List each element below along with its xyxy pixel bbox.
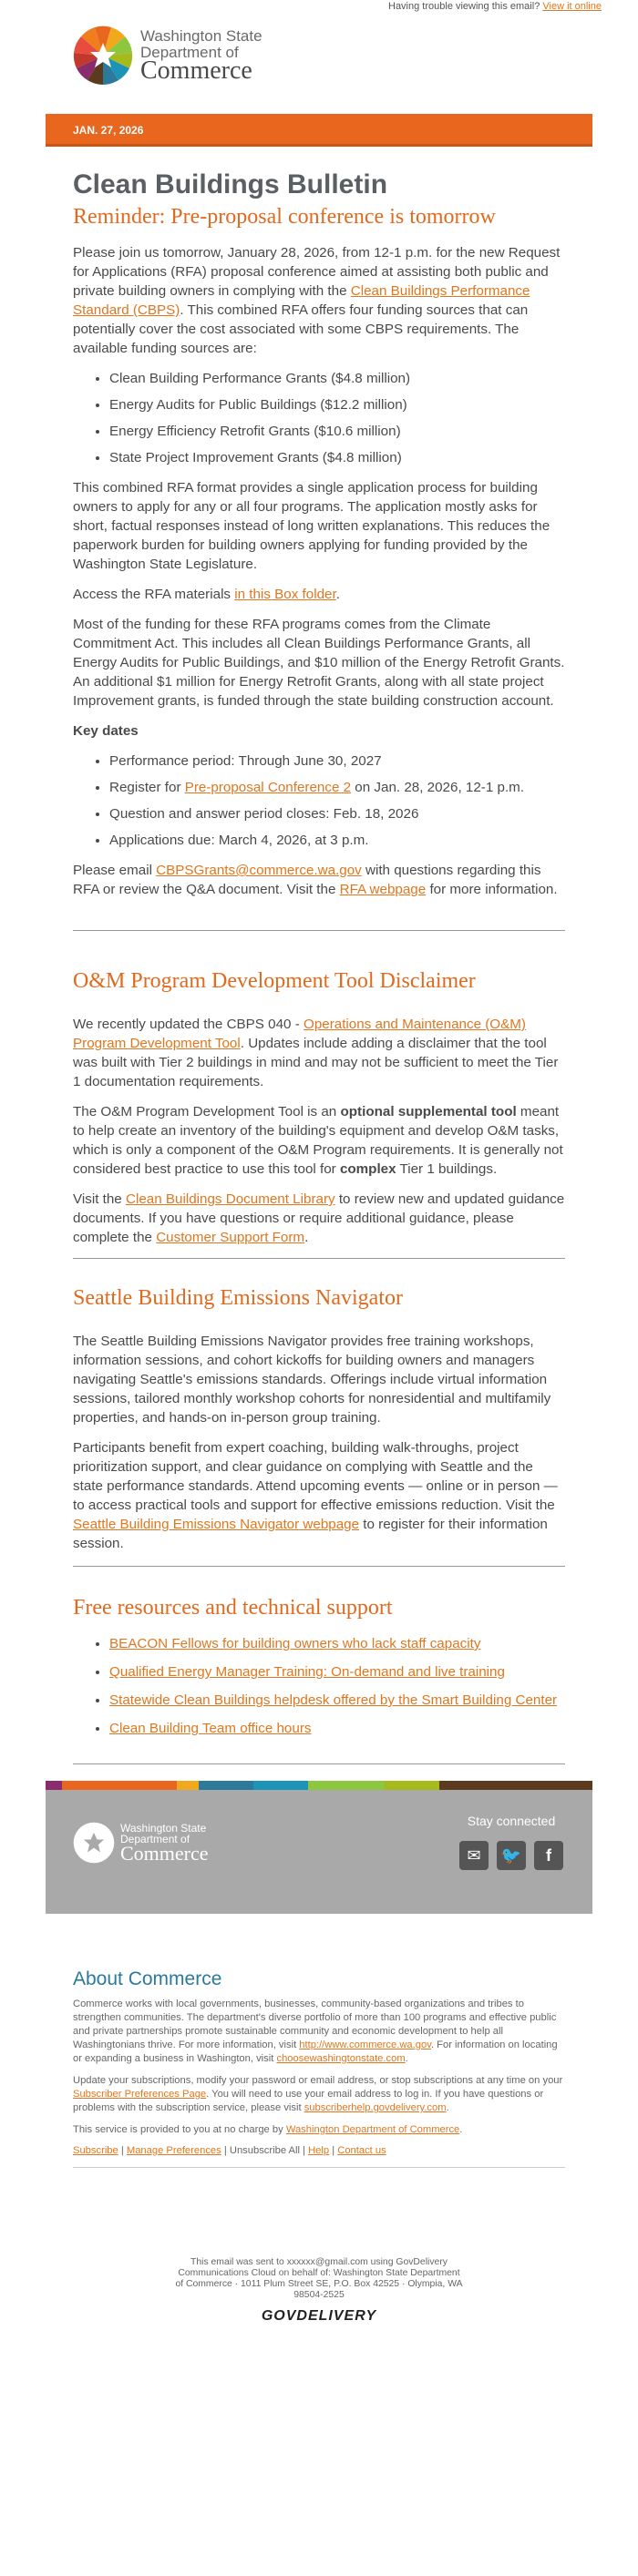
commerce-site-link[interactable]: http://www.commerce.wa.gov <box>299 2039 431 2050</box>
paragraph: Please join us tomorrow, January 28, 2026, from 12-1 p.m. for the new Request for Applications (RFA) proposal conference aimed at assisting both public and private building owners in complying with the Clean Buildings Performance Standard (CBPS). This combined RFA offers four funding sources that can potentially cover the cost associated with some CBPS requirements. The available funding sources are: <box>73 245 561 356</box>
support-form-link[interactable]: Customer Support Form <box>156 1230 305 1245</box>
unsubscribe-all-text[interactable]: Unsubscribe All <box>229 2145 300 2156</box>
paragraph: Update your subscriptions, modify your password or email address, or stop subscriptions at any time on your Subscriber Preferences Page. You will need to use your email address to log in. If you have questions or problems with the subscription service, please visit subscriberhelp.govdelivery.com. <box>73 2075 563 2113</box>
rfa-webpage-link[interactable]: RFA webpage <box>339 882 427 897</box>
star-wheel-icon <box>73 1822 115 1864</box>
list-item <box>109 1634 565 1653</box>
about-section <box>46 1914 592 2168</box>
top-bar <box>0 0 638 26</box>
issue-date: JAN. 27, 2026 <box>73 124 144 137</box>
govdelivery-notice: This email was sent to xxxxxx@gmail.com using GovDelivery Communications Cloud on behalf of: Washington State Department of Commerce · 1011 Plum Street SE, P.O. Box 42525 · Olympia, WA 98504-2525 <box>175 2257 463 2300</box>
footer-logo-line1: Washington State <box>120 1821 207 1835</box>
logo-line2: Department of <box>140 43 239 61</box>
paragraph: This service is provided to you at no charge by Washington Department of Commerce. <box>73 2124 463 2135</box>
paragraph: Access the RFA materials in this Box folder. <box>73 587 340 602</box>
paragraph: Visit the Clean Buildings Document Library to review new and updated guidance documents. If you have questions or require additional guidance, please complete the Customer Support Form. <box>73 1191 565 1245</box>
list-item: • Energy Efficiency Retrofit Grants ($10.6 million) <box>109 422 565 441</box>
color-strip-segment <box>253 1781 308 1790</box>
navigator-webpage-link[interactable]: Seattle Building Emissions Navigator webpage <box>73 1517 360 1532</box>
contact-us-link[interactable]: Contact us <box>337 2145 386 2156</box>
pre-proposal-link[interactable]: Pre-proposal Conference 2 <box>184 780 352 795</box>
beacon-link[interactable]: BEACON Fellows for building owners who lack staff capacity <box>109 1636 481 1651</box>
color-strip-segment <box>46 1781 62 1790</box>
divider <box>73 1763 565 1764</box>
list-item <box>109 1691 565 1710</box>
list-item: • Register for Pre-proposal Conference 2 on Jan. 28, 2026, 12-1 p.m. <box>109 778 565 797</box>
trouble-text: Having trouble viewing this email? <box>388 1 540 12</box>
list-item: • State Project Improvement Grants ($4.8 million) <box>109 448 565 467</box>
box-folder-link[interactable]: in this Box folder <box>234 587 336 602</box>
stay-connected-label: Stay connected <box>467 1814 556 1828</box>
paragraph: The Seattle Building Emissions Navigator provides free training workshops, information sessions, and cohort kickoffs for building owners and managers navigating Seattle's emissions standards. Offerings include virtual information sessions, tailored monthly workshop cohorts for nonresidential and multifamily properties, and hands-on in-person group training. <box>73 1334 551 1426</box>
office-hours-link[interactable]: Clean Building Team office hours <box>109 1721 312 1736</box>
paragraph: The O&M Program Development Tool is an optional supplemental tool meant to help create an inventory of the building's equipment and develop O&M tasks, which is only a component of the O&M Program requirements. It is generally not considered best practice to use this tool for complex Tier 1 buildings. <box>73 1104 563 1177</box>
bulletin-title: Clean Buildings Bulletin <box>73 169 388 199</box>
om-tool-link[interactable]: Operations and Maintenance (O&M) Program Development Tool <box>73 1017 526 1051</box>
footer-logo-line3: Commerce <box>120 1841 209 1865</box>
funding-list <box>73 369 565 467</box>
cbps-link[interactable]: Clean Buildings Performance Standard (CBPS) <box>73 283 530 318</box>
section-heading-seattle: Seattle Building Emissions Navigator <box>73 1286 403 1310</box>
star-wheel-icon <box>73 26 133 86</box>
color-strip-segment <box>62 1781 122 1790</box>
help-link[interactable]: Help <box>308 2145 330 2156</box>
divider <box>73 1258 565 1259</box>
stay-connected <box>459 1814 563 1870</box>
paragraph: This combined RFA format provides a single application process for building owners to apply for any or all four programs. The application mostly asks for short, factual responses instead of long written explanations. This reduces the paperwork burden for building owners applying for funding provided by the Washington State Legislature. <box>73 480 551 572</box>
footer-logo-line2: Department of <box>120 1832 190 1845</box>
footer-logo[interactable] <box>73 1822 209 1864</box>
email-link[interactable]: CBPSGrants@commerce.wa.gov <box>156 863 362 878</box>
twitter-icon[interactable]: 🐦 <box>497 1841 526 1870</box>
main-content <box>46 169 592 1764</box>
manage-preferences-link[interactable]: Manage Preferences <box>126 2145 221 2156</box>
paragraph: Participants benefit from expert coaching, building walk-throughs, project prioritization support, and clear guidance on complying with Seattle and the state performance standards. Attend upcoming events — online or in person — to access practical tools and support for effective emissions reduction. Visit the Seattle Building Emissions Navigator webpage to register for their information session. <box>73 1440 558 1551</box>
color-strip <box>46 1781 592 1790</box>
logo-line1: Washington State <box>140 26 262 45</box>
social-icons <box>459 1841 563 1870</box>
subscriber-help-link[interactable]: subscriberhelp.govdelivery.com <box>304 2102 447 2113</box>
document-library-link[interactable]: Clean Buildings Document Library <box>125 1191 335 1207</box>
qem-training-link[interactable]: Qualified Energy Manager Training: On-demand and live training <box>109 1664 505 1680</box>
paragraph: Please email CBPSGrants@commerce.wa.gov with questions regarding this RFA or review the Q&A document. Visit the RFA webpage for more information. <box>73 863 558 897</box>
view-online-link[interactable]: View it online <box>542 1 602 12</box>
header <box>46 26 592 106</box>
section-heading-reminder: Reminder: Pre-proposal conference is tomorrow <box>73 205 496 229</box>
list-item: • Energy Audits for Public Buildings ($12.2 million) <box>109 395 565 414</box>
list-item: • Performance period: Through June 30, 2027 <box>109 751 565 771</box>
list-item: • Applications due: March 4, 2026, at 3 p.m. <box>109 831 565 850</box>
about-heading: About Commerce <box>73 1968 222 1989</box>
footer-links: Subscribe | Manage Preferences | Unsubscribe All | Help | Contact us <box>73 2145 386 2156</box>
footer-band <box>46 1781 592 1914</box>
helpdesk-link[interactable]: Statewide Clean Buildings helpdesk offered by the Smart Building Center <box>109 1692 558 1708</box>
subscriber-preferences-link[interactable]: Subscriber Preferences Page <box>73 2089 207 2100</box>
section-heading-resources: Free resources and technical support <box>73 1596 393 1620</box>
commerce-dept-link[interactable]: Washington Department of Commerce <box>285 2124 460 2135</box>
choose-washington-link[interactable]: choosewashingtonstate.com <box>276 2053 406 2064</box>
divider <box>73 1566 565 1567</box>
email-body <box>46 26 592 2325</box>
commerce-logo[interactable] <box>73 26 262 86</box>
paragraph: We recently updated the CBPS 040 - Operations and Maintenance (O&M) Program Development Tool. Updates include adding a disclaimer that the tool was built with Tier 2 buildings in mind and may not be sufficient to meet the Tier 1 documentation requirements. <box>73 1017 559 1089</box>
date-banner <box>46 114 592 147</box>
list-item: • Clean Building Performance Grants ($4.8 million) <box>109 369 565 388</box>
paragraph: Commerce works with local governments, businesses, community-based organizations and tribes to strengthen communities. The department's diverse portfolio of more than 100 programs and effective public and private partnerships promote sustainable community and economic development to help all Washingtonians thrive. For more information, visit http://www.commerce.wa.gov. For information on locating or expanding a business in Washington, visit choosewashingtonstate.com. <box>73 1998 558 2064</box>
resources-list <box>73 1634 565 1738</box>
subscribe-link[interactable]: Subscribe <box>73 2145 118 2156</box>
facebook-icon[interactable]: f <box>534 1841 563 1870</box>
section-heading-om: O&M Program Development Tool Disclaimer <box>73 969 476 993</box>
color-strip-segment <box>199 1781 253 1790</box>
color-strip-segment <box>439 1781 592 1790</box>
logo-line3: Commerce <box>140 56 252 85</box>
color-strip-segment <box>308 1781 385 1790</box>
list-item <box>109 1662 565 1682</box>
divider <box>73 930 565 931</box>
list-item <box>109 1719 565 1738</box>
govdelivery-logo[interactable]: GOVDELIVERY <box>261 2308 377 2324</box>
color-strip-segment <box>385 1781 439 1790</box>
paragraph: Most of the funding for these RFA programs comes from the Climate Commitment Act. This includes all Clean Buildings Performance Grants, all Energy Audits for Public Buildings, and $10 million of the Energy Retrofit Grants. An additional $1 million for Energy Retrofit Grants, along with all state project Improvement grants, is funded through the state building construction account. <box>73 617 565 709</box>
email-icon[interactable]: ✉ <box>459 1841 489 1870</box>
list-item: • Question and answer period closes: Feb. 18, 2026 <box>109 804 565 823</box>
key-dates-label: Key dates <box>73 723 139 739</box>
color-strip-segment <box>122 1781 177 1790</box>
key-dates-list <box>73 751 565 850</box>
color-strip-segment <box>177 1781 199 1790</box>
